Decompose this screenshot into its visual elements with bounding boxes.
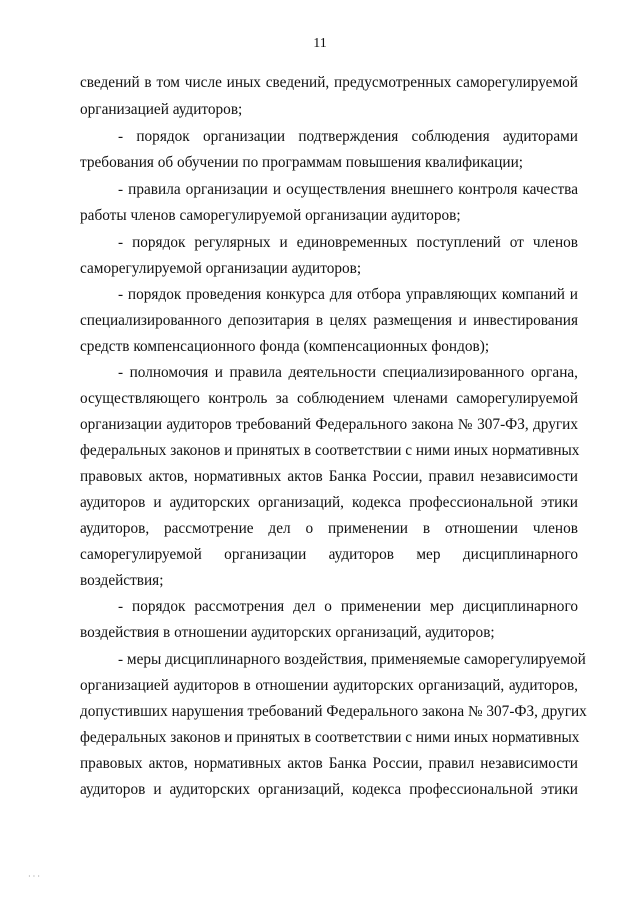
text-line: - порядок организации подтверждения соблюдения аудиторами: [118, 128, 578, 145]
text-line: воздействия;: [80, 572, 164, 589]
text-line: - меры дисциплинарного воздействия, применяемые саморегулируемой: [118, 651, 586, 668]
scan-artifact: · · ·: [28, 872, 40, 881]
text-line: воздействия в отношении аудиторских организаций, аудиторов;: [80, 624, 495, 641]
text-line: средств компенсационного фонда (компенсационных фондов);: [80, 338, 490, 355]
text-line: аудиторов, рассмотрение дел о применении в отношении членов: [80, 520, 578, 537]
text-line: специализированного депозитария в целях размещения и инвестирования: [80, 312, 578, 329]
text-line: саморегулируемой организации аудиторов мер дисциплинарного: [80, 546, 578, 563]
text-line: - порядок регулярных и единовременных поступлений от членов: [118, 234, 578, 251]
text-line: допустивших нарушения требований Федерального закона № 307-ФЗ, других: [80, 703, 587, 720]
text-line: - порядок рассмотрения дел о применении мер дисциплинарного: [118, 598, 578, 615]
text-line: правовых актов, нормативных актов Банка России, правил независимости: [80, 755, 578, 772]
text-line: аудиторов и аудиторских организаций, кодекса профессиональной этики: [80, 494, 578, 511]
text-line: федеральных законов и принятых в соответствии с ними иных нормативных: [80, 442, 580, 459]
text-line: требования об обучении по программам повышения квалификации;: [80, 154, 524, 171]
text-line: сведений в том числе иных сведений, предусмотренных саморегулируемой: [80, 74, 578, 91]
text-line: - порядок проведения конкурса для отбора управляющих компаний и: [118, 286, 578, 303]
text-line: правовых актов, нормативных актов Банка России, правил независимости: [80, 468, 578, 485]
text-line: осуществляющего контроль за соблюдением членами саморегулируемой: [80, 390, 578, 407]
text-line: - правила организации и осуществления внешнего контроля качества: [118, 181, 578, 198]
text-line: - полномочия и правила деятельности специализированного органа,: [118, 364, 578, 381]
text-line: аудиторов и аудиторских организаций, кодекса профессиональной этики: [80, 781, 578, 798]
text-line: работы членов саморегулируемой организации аудиторов;: [80, 207, 461, 224]
page-number: 11: [313, 36, 327, 51]
text-line: организации аудиторов требований Федерального закона № 307-ФЗ, других: [80, 416, 578, 433]
text-line: организацией аудиторов в отношении аудиторских организаций, аудиторов,: [80, 677, 578, 694]
text-line: федеральных законов и принятых в соответствии с ними иных нормативных: [80, 729, 580, 746]
text-line: саморегулируемой организации аудиторов;: [80, 260, 362, 277]
text-line: организацией аудиторов;: [80, 101, 243, 118]
